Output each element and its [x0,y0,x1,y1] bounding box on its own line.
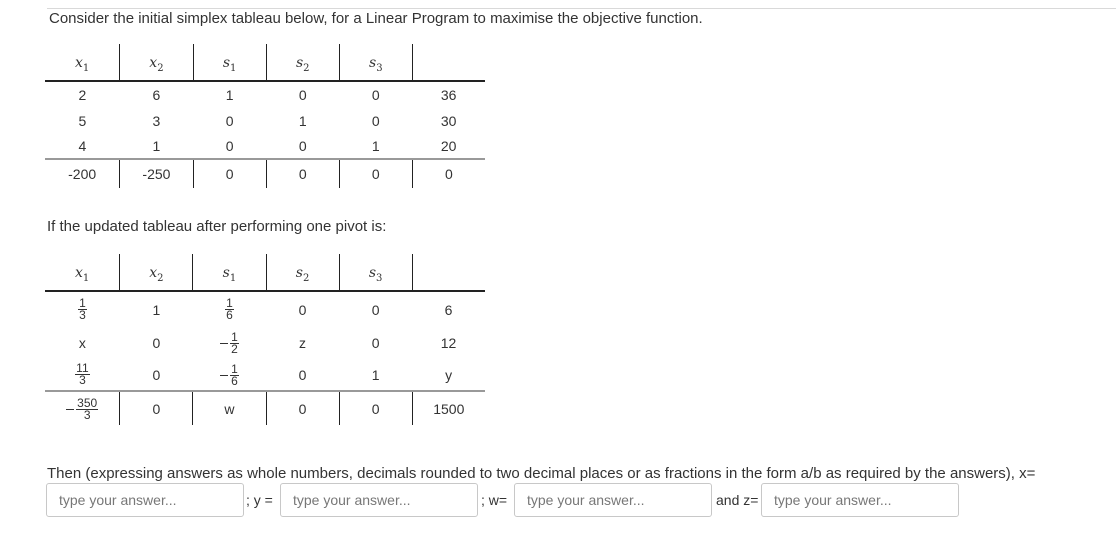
cell: 0 [266,391,339,425]
cell: 1 [298,113,307,129]
denominator: 3 [79,373,86,387]
denominator: 3 [83,407,91,422]
answer-x-input[interactable] [46,483,244,517]
header-s1: $s_1$ [193,44,266,81]
cell: 0 [371,335,380,351]
header-x2: $x_2$ [120,254,193,291]
intro-text: Consider the initial simplex tableau below, for a Linear Program to maximise the objective function. [49,10,703,27]
numerator: 1 [231,361,238,376]
cell: 12 [440,335,457,351]
cell: 0 [339,391,412,425]
cell: 6 [152,87,161,103]
answer-z-input[interactable] [761,483,959,517]
cell: 2 [78,87,87,103]
cell: 0 [298,301,307,318]
table-row [45,134,485,159]
cell: 1 [371,366,380,383]
cell: 0 [371,87,380,103]
numerator: 11 [76,361,89,375]
minus-sign [66,409,74,410]
cell: 4 [78,138,87,154]
tableau-header-row [45,44,485,81]
fraction [230,361,239,388]
cell: 0 [120,391,193,425]
fraction [225,298,234,321]
initial-tableau [45,44,485,188]
cell: 0 [371,301,380,318]
cell: y [445,366,453,383]
cell: 0 [371,113,380,129]
separator-z: and z= [716,492,759,508]
cell: 1 [225,87,234,103]
header-s1: $s_1$ [193,254,266,291]
negative-fraction [66,395,98,422]
cell: 0 [225,138,234,154]
minus-sign [220,343,228,344]
denominator: 6 [226,308,233,322]
table-row [45,81,485,108]
cell: w [193,391,266,425]
answer-w-input[interactable] [514,483,712,517]
answer-y-input[interactable] [280,483,478,517]
tableau-header-row [45,254,485,291]
cell: -250 [120,159,193,188]
negative-fraction [220,332,239,355]
cell: 0 [339,159,412,188]
updated-tableau [45,254,485,425]
header-s3: $s_3$ [339,254,412,291]
fraction [75,363,89,386]
header-x1: $x_1$ [45,254,120,291]
separator-w: ; w= [481,492,508,508]
cell: 0 [152,366,161,383]
numerator: 1 [226,296,233,310]
cell [45,291,120,327]
question-text: Then (expressing answers as whole numbers, decimals rounded to two decimal places or as fractions in the form a/b as required by the answers), x= [47,465,1036,482]
table-row [45,359,485,391]
cell: 1500 [433,400,465,417]
header-x2: $x_2$ [120,44,193,81]
cell: 0 [266,159,339,188]
table-row [45,327,485,359]
cell [45,359,120,391]
numerator: 350 [77,395,98,410]
cell: 0 [298,138,307,154]
cell: 1 [371,138,380,154]
cell: 1 [152,138,161,154]
cell [193,291,266,327]
cell [193,359,266,391]
table-row [45,291,485,327]
minus-sign [220,375,228,376]
cell: 3 [152,113,161,129]
denominator: 6 [231,373,238,388]
cell: z [299,335,307,351]
objective-row [45,391,485,425]
cell: 0 [445,166,453,182]
cell: 0 [152,335,161,351]
denominator: 2 [231,342,238,356]
header-s2: $s_2$ [266,44,339,81]
numerator: 1 [231,330,238,344]
denominator: 3 [79,308,86,322]
cell: 0 [298,87,307,103]
fraction [78,298,87,321]
cell: 20 [440,138,457,154]
header-rhs [412,254,485,291]
cell: 6 [444,301,453,318]
table-row [45,108,485,134]
cell: -200 [45,159,120,188]
cell: 0 [298,366,307,383]
top-divider [47,8,1116,9]
fraction [76,395,98,422]
separator-y: ; y = [246,492,273,508]
header-rhs [412,44,485,81]
numerator: 1 [79,296,86,310]
header-x1: $x_1$ [45,44,120,81]
objective-row [45,159,485,188]
cell: 36 [440,87,457,103]
pivot-text: If the updated tableau after performing one pivot is: [47,218,387,235]
header-s2: $s_2$ [266,254,339,291]
cell: 30 [440,113,457,129]
cell: 0 [225,113,234,129]
header-s3: $s_3$ [339,44,412,81]
fraction [230,332,239,355]
cell: 0 [193,159,266,188]
negative-fraction [220,361,239,388]
cell [45,391,120,425]
cell: x [78,335,86,351]
cell [193,327,266,359]
cell: 5 [78,113,87,129]
cell: 1 [152,301,161,318]
